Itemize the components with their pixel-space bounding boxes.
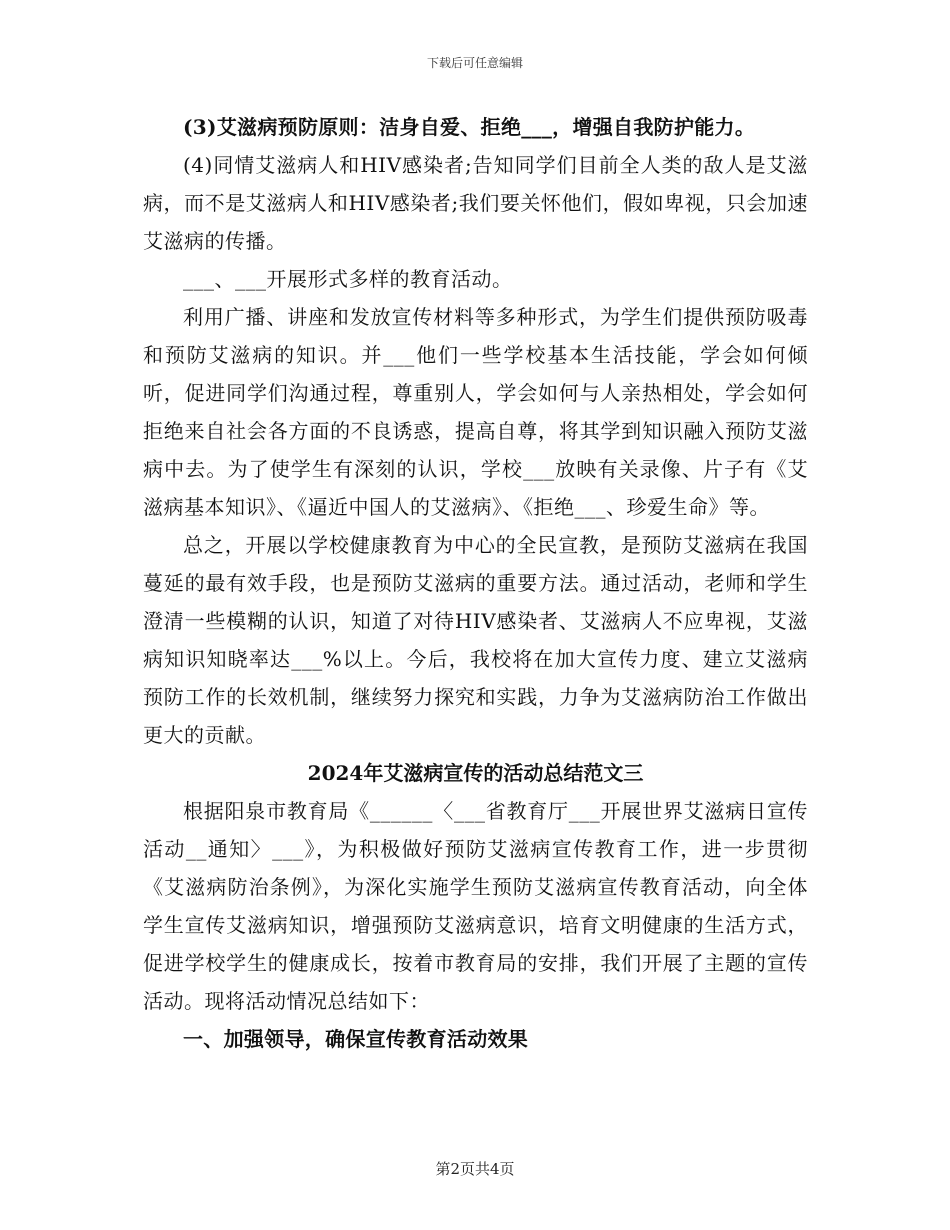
paragraph-sympathy: (4)同情艾滋病人和HIV感染者;告知同学们目前全人类的敌人是艾滋病，而不是艾滋病人和HIV感染者;我们要关怀他们，假如卑视，只会加速艾滋病的传播。 — [143, 153, 808, 253]
paragraph-intro: 根据阳泉市教育局《______〈___省教育厅___开展世界艾滋病日宣传活动__通知〉___》，为积极做好预防艾滋病宣传教育工作，进一步贯彻《艾滋病防治条例》，为深化实施学生预防艾滋病宣传教育活动，向全体学生宣传艾滋病知识，增强预防艾滋病意识，培育文明健康的生活方式，促进学校学生的健康成长，按着市教育局的安排，我们开展了主题的宣传活动。现将活动情况总结如下： — [143, 799, 808, 1013]
page-header: 下载后可任意编辑 — [426, 56, 523, 70]
section-title: 2024年艾滋病宣传的活动总结范文三 — [307, 761, 644, 785]
paragraph-activities-heading: ___、___开展形式多样的教育活动。 — [183, 267, 513, 291]
document-body — [143, 108, 808, 1058]
paragraph-prevention-principle: (3)艾滋病预防原则：洁身自爱、拒绝___，增强自我防护能力。 — [183, 115, 756, 139]
page-footer: 第2页共4页 — [435, 1160, 515, 1178]
paragraph-activities: 利用广播、讲座和发放宣传材料等多种形式，为学生们提供预防吸毒和预防艾滋病的知识。并___他们一些学校基本生活技能，学会如何倾听，促进同学们沟通过程，尊重别人，学会如何与人亲热相处，学会如何拒绝来自社会各方面的不良诱惑，提高自尊，将其学到知识融入预防艾滋病中去。为了使学生有深刻的认识，学校___放映有关录像、片子有《艾滋病基本知识》、《逼近中国人的艾滋病》、《拒绝___、珍爱生命》等。 — [143, 305, 808, 519]
paragraph-summary: 总之，开展以学校健康教育为中心的全民宣教，是预防艾滋病在我国蔓延的最有效手段，也是预防艾滋病的重要方法。通过活动，老师和学生澄清一些模糊的认识，知道了对待HIV感染者、艾滋病人不应卑视，艾滋病知识知晓率达___%以上。今后，我校将在加大宣传力度、建立艾滋病预防工作的长效机制，继续努力探究和实践，力争为艾滋病防治工作做出更大的贡献。 — [143, 533, 808, 747]
section-heading-leadership: 一、加强领导，确保宣传教育活动效果 — [183, 1027, 529, 1051]
